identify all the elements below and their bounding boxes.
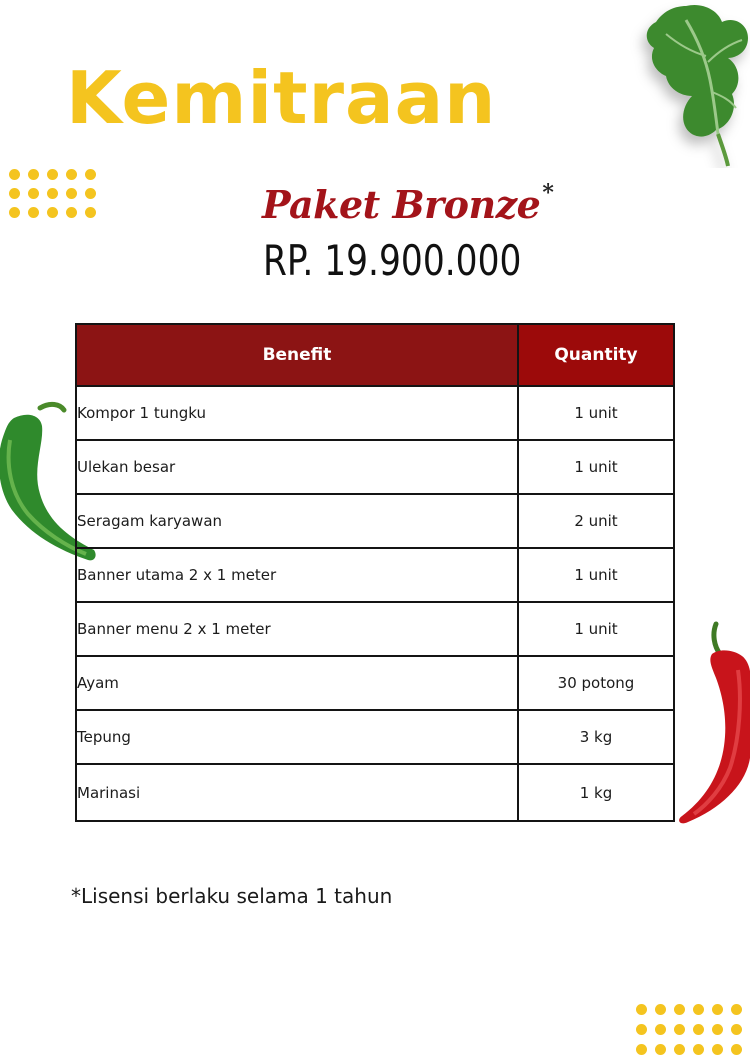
quantity-cell: 1 unit	[518, 386, 674, 440]
quantity-cell: 1 unit	[518, 548, 674, 602]
benefit-cell: Banner utama 2 x 1 meter	[76, 548, 518, 602]
table-row	[76, 656, 674, 710]
table-row	[76, 548, 674, 602]
dot-pattern-top-left	[9, 169, 96, 218]
quantity-cell: 1 unit	[518, 602, 674, 656]
benefit-cell: Banner menu 2 x 1 meter	[76, 602, 518, 656]
package-price: RP. 19.900.000	[263, 236, 522, 285]
red-chili-icon	[676, 618, 750, 828]
quantity-cell: 1 unit	[518, 440, 674, 494]
dot-pattern-bottom-right	[636, 1004, 742, 1055]
quantity-cell: 30 potong	[518, 656, 674, 710]
package-name-text: Paket Bronze	[262, 182, 541, 227]
header-quantity: Quantity	[518, 324, 674, 386]
benefit-table	[75, 323, 675, 822]
header-benefit: Benefit	[76, 324, 518, 386]
table-header-row	[76, 324, 674, 386]
table-row	[76, 494, 674, 548]
benefit-cell: Tepung	[76, 710, 518, 764]
table-row	[76, 602, 674, 656]
parsley-leaf-icon	[622, 0, 750, 168]
benefit-cell: Marinasi	[76, 764, 518, 821]
quantity-cell: 1 kg	[518, 764, 674, 821]
table-row	[76, 440, 674, 494]
benefit-cell: Ayam	[76, 656, 518, 710]
benefit-cell: Ulekan besar	[76, 440, 518, 494]
benefit-cell: Kompor 1 tungku	[76, 386, 518, 440]
license-footnote: *Lisensi berlaku selama 1 tahun	[71, 884, 393, 908]
table-row	[76, 386, 674, 440]
quantity-cell: 2 unit	[518, 494, 674, 548]
quantity-cell: 3 kg	[518, 710, 674, 764]
benefit-cell: Seragam karyawan	[76, 494, 518, 548]
package-name-asterisk: *	[542, 180, 554, 206]
table-row	[76, 710, 674, 764]
package-name	[262, 180, 553, 228]
page-title: Kemitraan	[66, 56, 497, 140]
table-row	[76, 764, 674, 821]
